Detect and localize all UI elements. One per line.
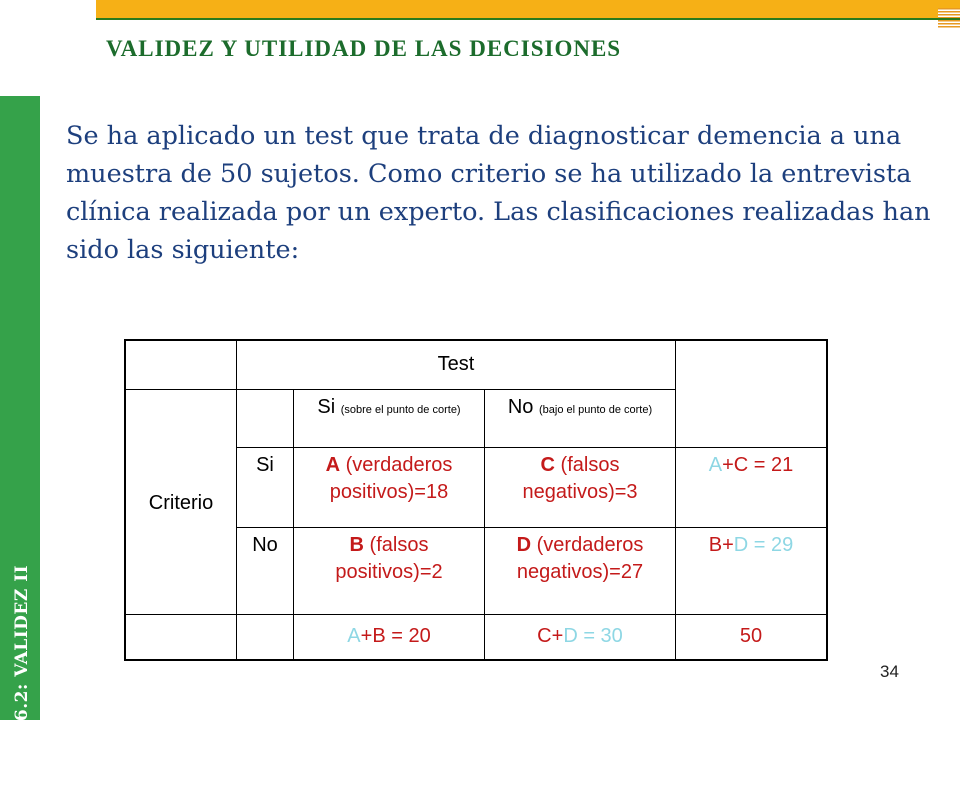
cell-true-positives: A (verdaderos positivos)=18: [294, 447, 485, 527]
sum-c-d: C+D = 30: [485, 614, 676, 660]
test-header: Test: [237, 340, 676, 389]
sum-a-b: A+B = 20: [294, 614, 485, 660]
cell-true-negatives: D (verdaderos negativos)=27: [485, 527, 676, 614]
empty-top-right-cell: [676, 340, 828, 447]
classification-table: [124, 339, 828, 661]
sum-b-d: B+D = 29: [676, 527, 828, 614]
slide-title: VALIDEZ Y UTILIDAD DE LAS DECISIONES: [106, 36, 622, 61]
empty-bottom-left-cell: [125, 614, 237, 660]
empty-bottom-cell: [237, 614, 294, 660]
top-rule: [96, 18, 960, 20]
col-si-header: Si (sobre el punto de corte): [294, 389, 485, 447]
side-label: TEMA 6.2: VALIDEZ II: [12, 564, 32, 787]
row-si-label: Si: [237, 447, 294, 527]
criterio-label: Criterio: [125, 389, 237, 614]
top-accent-bar: [96, 0, 960, 18]
row-no-label: No: [237, 527, 294, 614]
cell-false-negatives: C (falsos negativos)=3: [485, 447, 676, 527]
empty-cell: [237, 389, 294, 447]
empty-corner-cell: [125, 340, 237, 389]
sum-a-c: A+C = 21: [676, 447, 828, 527]
page-number: 34: [880, 662, 899, 681]
col-no-header: No (bajo el punto de corte): [485, 389, 676, 447]
total-cell: 50: [676, 614, 828, 660]
cell-false-positives: B (falsos positivos)=2: [294, 527, 485, 614]
intro-paragraph: Se ha aplicado un test que trata de diagnosticar demencia a una muestra de 50 sujetos. Como criterio se ha utilizado la entrevista clínica realizada por un experto. Las clasificaciones realizadas han sido las siguiente:: [66, 121, 931, 265]
side-bar: [0, 96, 40, 787]
